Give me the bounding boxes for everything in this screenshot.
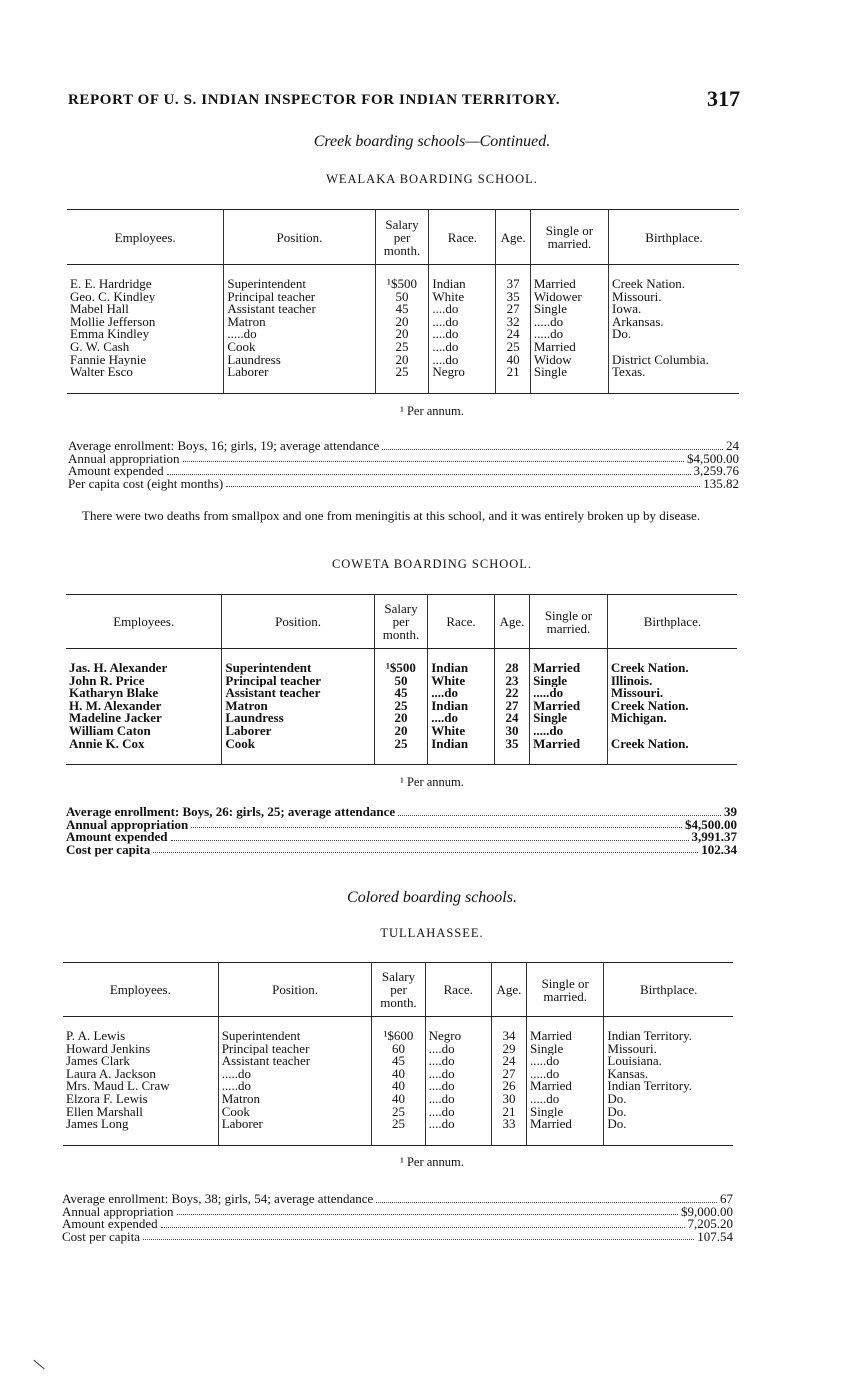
cell-birthplace: Do.: [604, 1106, 733, 1119]
section-heading-creek: Creek boarding schools—Continued.: [313, 133, 551, 150]
cell-marital: Single: [527, 1043, 604, 1056]
leader-dots: [143, 1239, 694, 1240]
wealaka-stats: [68, 440, 739, 490]
cell-salary: ¹$500: [374, 649, 427, 675]
cell-age: 30: [494, 725, 529, 738]
cell-position: Cook: [218, 1106, 372, 1119]
cell-age: 26: [491, 1080, 526, 1093]
cell-birthplace: Do.: [604, 1093, 733, 1106]
cell-age: 40: [496, 354, 530, 367]
cell-position: Laundress: [224, 354, 375, 367]
stat-row: [68, 450, 739, 466]
cell-birthplace: Missouri.: [607, 687, 737, 700]
table-row: [66, 649, 737, 675]
stat-label: Annual appropriation: [66, 816, 189, 832]
cell-salary: 25: [372, 1106, 425, 1119]
coweta-employee-table: [66, 594, 737, 765]
cell-position: Matron: [218, 1093, 372, 1106]
cell-salary: 25: [375, 341, 429, 354]
cell-name: James Clark: [66, 1055, 130, 1068]
cell-race: White: [429, 291, 496, 304]
table-row: [67, 265, 739, 291]
cell-race: ....do: [425, 1068, 491, 1081]
leader-dots: [382, 449, 723, 450]
cell-position: Cook: [224, 341, 375, 354]
cell-age: 35: [494, 738, 529, 765]
cell-age: 24: [491, 1055, 526, 1068]
cell-salary: 50: [375, 291, 429, 304]
school-title-tullahassee: TULLAHASSEE.: [380, 926, 484, 940]
cell-birthplace: Kansas.: [604, 1068, 733, 1081]
cell-name: William Caton: [69, 724, 151, 738]
col-age: Age.: [496, 210, 530, 265]
report-title: REPORT OF U. S. INDIAN INSPECTOR FOR INDIAN TERRITORY.: [68, 92, 561, 108]
cell-name: Mrs. Maud L. Craw: [66, 1080, 170, 1093]
leader-dots: [153, 852, 698, 853]
cell-position: .....do: [224, 328, 375, 341]
cell-birthplace: Iowa.: [609, 303, 739, 316]
wealaka-rows: [67, 265, 739, 394]
leader-dots: [183, 461, 684, 462]
stat-value: 67: [720, 1191, 733, 1206]
col-employees: Employees.: [66, 595, 222, 649]
cell-age: 33: [491, 1118, 526, 1145]
coweta-rows: [66, 649, 737, 765]
cell-age: 21: [496, 366, 530, 393]
col-salary: Salary per month.: [372, 963, 425, 1017]
cell-marital: Married: [530, 649, 608, 675]
cell-salary: 40: [372, 1080, 425, 1093]
cell-race: ....do: [425, 1080, 491, 1093]
cell-race: ....do: [429, 328, 496, 341]
tullahassee-employee-table: [63, 962, 733, 1146]
cell-salary: 20: [375, 328, 429, 341]
cell-birthplace: Creek Nation.: [609, 265, 739, 291]
tullahassee-stats: [62, 1193, 733, 1243]
cell-age: 27: [491, 1068, 526, 1081]
cell-name: E. E. Hardridge: [70, 276, 152, 291]
cell-birthplace: Missouri.: [609, 291, 739, 304]
cell-name: Ellen Marshall: [66, 1105, 143, 1119]
cell-marital: .....do: [530, 687, 608, 700]
cell-birthplace: Michigan.: [607, 712, 737, 725]
table-row: [67, 291, 739, 304]
leader-dots: [398, 815, 721, 816]
cell-marital: .....do: [527, 1068, 604, 1081]
col-race: Race.: [428, 595, 495, 649]
tullahassee-rows: [63, 1017, 733, 1146]
leader-dots: [177, 1214, 678, 1215]
cell-name: Annie K. Cox: [66, 738, 222, 765]
cell-position: Laborer: [222, 725, 374, 738]
cell-marital: Widow: [530, 354, 608, 367]
cell-name: Laura A. Jackson: [66, 1067, 156, 1081]
cell-marital: Single: [530, 366, 608, 393]
col-position: Position.: [224, 210, 375, 265]
cell-name: Madeline Jacker: [69, 712, 162, 725]
cell-race: Indian: [428, 738, 495, 765]
table-row: [63, 1080, 733, 1093]
cell-salary: ¹$600: [372, 1017, 425, 1043]
leader-dots: [376, 1202, 717, 1203]
cell-birthplace: Illinois.: [607, 675, 737, 688]
cell-salary: 45: [375, 303, 429, 316]
cell-marital: .....do: [527, 1055, 604, 1068]
cell-salary: 25: [374, 700, 427, 713]
leader-dots: [226, 486, 700, 487]
coweta-stats: [66, 806, 737, 856]
cell-birthplace: Creek Nation.: [607, 738, 737, 765]
cell-salary: 40: [372, 1093, 425, 1106]
stat-row: [62, 1203, 733, 1219]
page-header: [68, 86, 740, 114]
cell-marital: Married: [527, 1017, 604, 1043]
cell-name: Katharyn Blake: [69, 687, 159, 700]
stat-value: 7,205.20: [687, 1216, 733, 1232]
stat-label: Amount expended: [66, 829, 168, 845]
section-heading-colored: Colored boarding schools.: [347, 889, 517, 906]
cell-salary: 40: [372, 1068, 425, 1081]
cell-age: 27: [494, 700, 529, 713]
table-row: [66, 675, 737, 688]
cell-birthplace: Creek Nation.: [607, 700, 737, 713]
stat-label: Annual appropriation: [62, 1203, 174, 1219]
cell-salary: ¹$500: [375, 265, 429, 291]
stat-value: 39: [724, 804, 737, 819]
col-age: Age.: [491, 963, 526, 1017]
stat-row: [62, 1228, 733, 1244]
cell-race: ....do: [425, 1055, 491, 1068]
cell-position: Assistant teacher: [222, 687, 374, 700]
stat-label: Average enrollment: Boys, 16; girls, 19; average attendance: [68, 438, 380, 453]
col-salary: Salary per month.: [375, 210, 429, 265]
cell-salary: 50: [374, 675, 427, 688]
table-row: [67, 303, 739, 316]
cell-name: Mabel Hall: [70, 303, 129, 316]
col-race: Race.: [429, 210, 496, 265]
cell-position: Superintendent: [218, 1017, 372, 1043]
cell-marital: .....do: [527, 1093, 604, 1106]
cell-birthplace: Missouri.: [604, 1043, 733, 1056]
table-row: [63, 1106, 733, 1119]
col-birthplace: Birthplace.: [607, 595, 737, 649]
cell-age: 24: [496, 328, 530, 341]
cell-position: Principal teacher: [218, 1043, 372, 1056]
cell-race: ....do: [429, 354, 496, 367]
footnote-wealaka: ¹ Per annum.: [400, 404, 464, 418]
cell-birthplace: Louisiana.: [604, 1055, 733, 1068]
col-age: Age.: [494, 595, 529, 649]
table-row: [67, 341, 739, 354]
cell-birthplace: Indian Territory.: [604, 1080, 733, 1093]
margin-mark: [33, 1360, 44, 1370]
stat-value: 135.82: [703, 475, 739, 491]
col-position: Position.: [218, 963, 372, 1017]
cell-name: Mollie Jefferson: [70, 315, 156, 329]
cell-name: Fannie Haynie: [70, 353, 147, 367]
cell-race: ....do: [428, 687, 495, 700]
cell-race: ....do: [429, 341, 496, 354]
cell-marital: Married: [530, 700, 608, 713]
cell-name: Howard Jenkins: [66, 1042, 151, 1056]
page-number: 317: [707, 86, 740, 111]
table-row: [63, 1118, 733, 1145]
cell-salary: 45: [374, 687, 427, 700]
cell-position: Laborer: [218, 1118, 372, 1145]
cell-salary: 20: [375, 354, 429, 367]
cell-salary: 20: [375, 316, 429, 329]
cell-age: 34: [491, 1017, 526, 1043]
cell-salary: 25: [374, 738, 427, 765]
stat-label: Average enrollment: Boys, 38; girls, 54; average attendance: [62, 1191, 374, 1206]
stat-value: 24: [726, 438, 739, 453]
cell-age: 21: [491, 1106, 526, 1119]
cell-name: Jas. H. Alexander: [69, 660, 168, 675]
stat-label: Cost per capita: [66, 841, 151, 857]
cell-birthplace: Arkansas.: [609, 316, 739, 329]
leader-dots: [161, 1227, 685, 1228]
cell-age: 23: [494, 675, 529, 688]
cell-race: ....do: [425, 1093, 491, 1106]
cell-age: 29: [491, 1043, 526, 1056]
table-row: [67, 366, 739, 393]
cell-race: Indian: [429, 265, 496, 291]
cell-name: P. A. Lewis: [66, 1028, 126, 1043]
col-marital: Single or married.: [527, 963, 604, 1017]
cell-birthplace: Creek Nation.: [607, 649, 737, 675]
cell-age: 25: [496, 341, 530, 354]
col-employees: Employees.: [67, 210, 224, 265]
cell-birthplace: Texas.: [609, 366, 739, 393]
cell-marital: Married: [530, 738, 608, 765]
stat-value: $4,500.00: [685, 816, 737, 832]
col-race: Race.: [425, 963, 491, 1017]
table-row: [63, 1093, 733, 1106]
cell-position: Principal teacher: [222, 675, 374, 688]
cell-age: 35: [496, 291, 530, 304]
cell-marital: Married: [527, 1118, 604, 1145]
stat-value: $4,500.00: [687, 450, 739, 466]
cell-race: White: [428, 725, 495, 738]
cell-race: White: [428, 675, 495, 688]
cell-name: H. M. Alexander: [69, 699, 162, 713]
cell-age: 24: [494, 712, 529, 725]
table-row: [63, 1043, 733, 1056]
cell-salary: 60: [372, 1043, 425, 1056]
cell-name: Walter Esco: [67, 366, 224, 393]
wealaka-note: There were two deaths from smallpox and one from meningitis at this school, and it was entirely broken up by disease.: [82, 508, 701, 523]
cell-birthplace: [607, 725, 737, 738]
wealaka-employee-table: [67, 209, 739, 394]
cell-race: ....do: [425, 1118, 491, 1145]
school-title-coweta: COWETA BOARDING SCHOOL.: [331, 557, 533, 571]
stat-value: 3,259.76: [693, 463, 739, 479]
cell-age: 28: [494, 649, 529, 675]
school-title-wealaka: WEALAKA BOARDING SCHOOL.: [326, 172, 538, 186]
footnote-coweta: ¹ Per annum.: [400, 775, 464, 789]
cell-race: ....do: [429, 316, 496, 329]
cell-name: John R. Price: [69, 674, 145, 688]
cell-salary: 20: [374, 712, 427, 725]
cell-age: 37: [496, 265, 530, 291]
cell-name: Elzora F. Lewis: [66, 1092, 148, 1106]
cell-salary: 20: [374, 725, 427, 738]
table-row: [63, 1055, 733, 1068]
cell-birthplace: [609, 341, 739, 354]
stat-value: 3,991.37: [691, 829, 737, 845]
cell-marital: Single: [527, 1106, 604, 1119]
cell-salary: 45: [372, 1055, 425, 1068]
leader-dots: [171, 840, 689, 841]
cell-birthplace: Do.: [604, 1118, 733, 1145]
cell-marital: .....do: [530, 725, 608, 738]
table-row: [67, 328, 739, 341]
cell-position: Matron: [224, 316, 375, 329]
stat-row: [66, 831, 737, 844]
cell-position: Laundress: [222, 712, 374, 725]
cell-position: Assistant teacher: [224, 303, 375, 316]
stat-value: $9,000.00: [681, 1203, 733, 1219]
col-employees: Employees.: [63, 963, 218, 1017]
cell-race: Negro: [425, 1017, 491, 1043]
cell-salary: 25: [372, 1118, 425, 1145]
cell-marital: Single: [530, 675, 608, 688]
col-birthplace: Birthplace.: [604, 963, 733, 1017]
cell-marital: .....do: [530, 328, 608, 341]
table-row: [66, 725, 737, 738]
cell-marital: Widower: [530, 291, 608, 304]
cell-age: 32: [496, 316, 530, 329]
cell-position: Laborer: [224, 366, 375, 393]
cell-name: Geo. C. Kindley: [70, 290, 156, 304]
col-position: Position.: [222, 595, 374, 649]
col-marital: Single or married.: [530, 595, 608, 649]
stat-row: [62, 1218, 733, 1231]
col-marital: Single or married.: [530, 210, 608, 265]
cell-name: James Long: [63, 1118, 218, 1145]
cell-marital: .....do: [530, 316, 608, 329]
cell-position: Cook: [222, 738, 374, 765]
stat-label: Amount expended: [68, 463, 164, 479]
cell-marital: Single: [530, 303, 608, 316]
col-salary: Salary per month.: [374, 595, 427, 649]
cell-age: 22: [494, 687, 529, 700]
cell-position: Principal teacher: [224, 291, 375, 304]
leader-dots: [191, 827, 682, 828]
stat-label: Amount expended: [62, 1216, 158, 1232]
cell-marital: Single: [530, 712, 608, 725]
cell-birthplace: Indian Territory.: [604, 1017, 733, 1043]
cell-name: Emma Kindley: [70, 328, 150, 341]
cell-marital: Married: [530, 341, 608, 354]
cell-position: .....do: [218, 1068, 372, 1081]
stat-label: Annual appropriation: [68, 450, 180, 466]
table-row: [66, 712, 737, 725]
table-row: [67, 316, 739, 329]
stat-row: [66, 841, 737, 857]
cell-race: ....do: [428, 712, 495, 725]
table-row: [66, 687, 737, 700]
cell-race: Indian: [428, 700, 495, 713]
cell-age: 30: [491, 1093, 526, 1106]
cell-name: G. W. Cash: [70, 340, 130, 354]
cell-birthplace: Do.: [609, 328, 739, 341]
cell-position: Superintendent: [224, 265, 375, 291]
cell-race: ....do: [425, 1106, 491, 1119]
table-row: [63, 1068, 733, 1081]
table-row: [67, 354, 739, 367]
cell-race: Negro: [429, 366, 496, 393]
stat-value: 102.34: [701, 841, 737, 857]
stat-label: Average enrollment: Boys, 26: girls, 25; average attendance: [66, 804, 396, 819]
table-row: [66, 700, 737, 713]
stat-value: 107.54: [697, 1228, 733, 1244]
cell-race: ....do: [425, 1043, 491, 1056]
cell-race: ....do: [429, 303, 496, 316]
footnote-tullahassee: ¹ Per annum.: [400, 1155, 464, 1169]
col-birthplace: Birthplace.: [609, 210, 739, 265]
cell-position: Matron: [222, 700, 374, 713]
cell-position: Assistant teacher: [218, 1055, 372, 1068]
stat-row: [68, 475, 739, 491]
cell-age: 27: [496, 303, 530, 316]
cell-salary: 25: [375, 366, 429, 393]
cell-marital: Married: [527, 1080, 604, 1093]
stat-label: Cost per capita: [62, 1228, 140, 1244]
stat-label: Per capita cost (eight months): [68, 475, 224, 491]
cell-birthplace: District Columbia.: [609, 354, 739, 367]
table-row: [63, 1017, 733, 1043]
cell-position: Superintendent: [222, 649, 374, 675]
leader-dots: [167, 474, 691, 475]
cell-position: .....do: [218, 1080, 372, 1093]
cell-race: Indian: [428, 649, 495, 675]
table-row: [66, 738, 737, 765]
cell-marital: Married: [530, 265, 608, 291]
